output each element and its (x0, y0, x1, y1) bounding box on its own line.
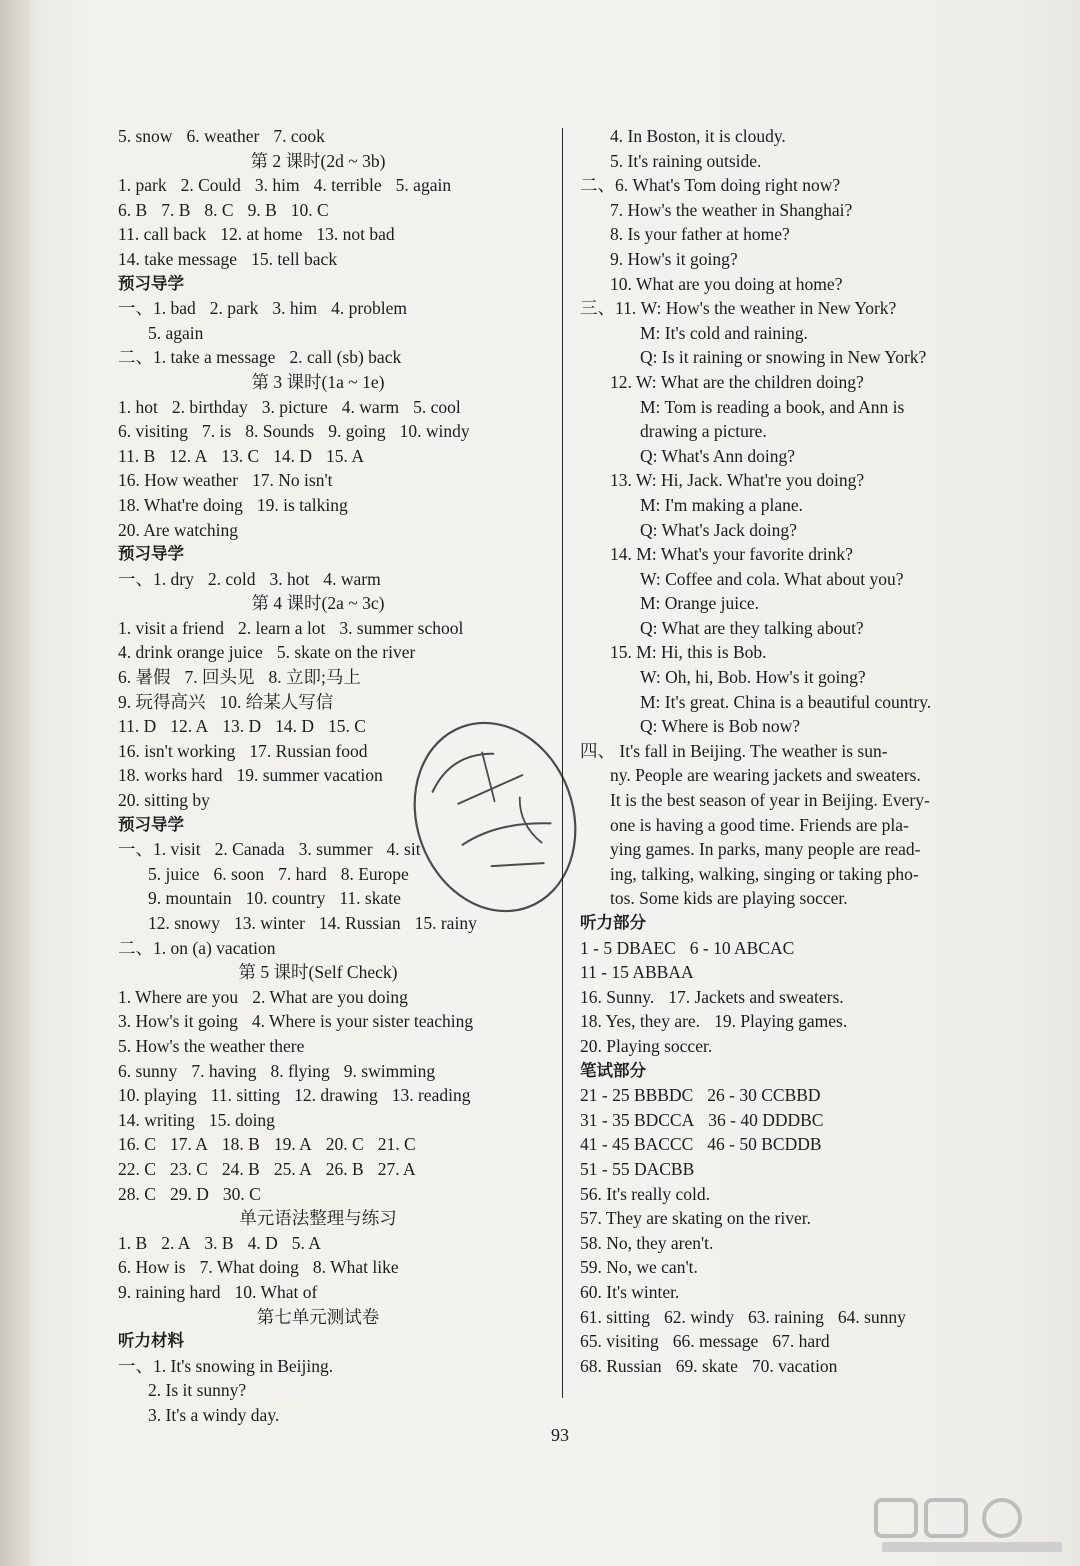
answer-item: 12. A (170, 716, 209, 737)
answer-line (118, 1157, 548, 1182)
answer-item: 3. summer school (339, 617, 464, 638)
answer-line (580, 936, 1010, 961)
answer-item: 17. Russian food (249, 740, 368, 761)
answer-line (118, 1280, 548, 1305)
answer-item: 1. visit a friend (118, 617, 224, 638)
answer-item: 13. C (221, 445, 260, 466)
answer-line (118, 1009, 548, 1034)
answer-line (118, 985, 548, 1010)
answer-item: 14. M: What's your favorite drink? (610, 544, 853, 565)
answer-item: 3. summer (298, 839, 373, 860)
answer-item: 6. How is (118, 1257, 186, 1278)
answer-item: 7. What doing (199, 1257, 299, 1278)
answer-item: 27. A (377, 1158, 416, 1179)
answer-item: 一、1. bad (118, 298, 196, 319)
answer-item: 5. cool (413, 396, 461, 417)
answer-item: 64. sunny (837, 1306, 906, 1327)
answer-line (580, 1009, 1010, 1034)
answer-item: W: Oh, hi, Bob. How's it going? (640, 667, 866, 688)
answer-item: 20. sitting by (118, 790, 210, 811)
answer-item: 5. It's raining outside. (610, 150, 762, 171)
answer-line (580, 272, 1010, 297)
answer-item: 5. again (395, 175, 452, 196)
section-title: 第 3 课时(1a ~ 1e) (251, 371, 385, 392)
answer-item: 22. C (118, 1158, 156, 1179)
answer-item: 17. No isn't (252, 470, 333, 491)
answer-item: 一、1. visit (118, 839, 201, 860)
answer-item: 13. winter (233, 913, 305, 933)
answer-line (580, 149, 1010, 174)
answer-item: 67. hard (772, 1331, 830, 1352)
answer-item: 三、11. W: How's the weather in New York? (580, 298, 897, 319)
answer-item: 28. C (118, 1183, 156, 1204)
answer-item: 11. call back (118, 224, 207, 245)
answer-line (118, 518, 548, 543)
answer-item: Q: What are they talking about? (640, 617, 864, 638)
answer-item: Q: Is it raining or snowing in New York? (640, 347, 927, 368)
answer-item: 10. What are you doing at home? (610, 273, 843, 294)
answer-line (580, 813, 1010, 838)
answer-item: 25. A (273, 1158, 312, 1179)
page-number: 93 (551, 1425, 569, 1445)
answer-item: 21. C (377, 1134, 416, 1155)
answer-line (118, 640, 548, 665)
answer-item: 1 - 5 DBAEC (580, 937, 676, 958)
answer-item: 5. A (291, 1232, 321, 1253)
answer-line (118, 345, 548, 370)
answer-item: 59. No, we can't. (580, 1257, 698, 1278)
answer-item: 69. skate (675, 1355, 738, 1376)
answer-item: 2. call (sb) back (289, 347, 402, 368)
section-heading: 预习导学 (118, 544, 184, 564)
answer-item: 3. How's it going (118, 1011, 238, 1032)
answer-line (118, 1403, 548, 1428)
answer-item: 62. windy (664, 1306, 735, 1327)
answer-item: 4. drink orange juice (118, 642, 263, 663)
answer-item: 1. B (118, 1232, 148, 1253)
answer-item: 6 - 10 ABCAC (689, 937, 795, 958)
answer-item: 16. C (118, 1134, 156, 1155)
answer-line (580, 1329, 1010, 1354)
answer-item: 8. What like (312, 1257, 399, 1278)
answer-item: 3. hot (269, 568, 310, 589)
answer-line (580, 591, 1010, 616)
answer-line (580, 222, 1010, 247)
answer-line (580, 1034, 1010, 1059)
answer-line (118, 124, 548, 149)
answer-item: 5. skate on the river (276, 642, 416, 663)
section-title: 第 4 课时(2a ~ 3c) (251, 593, 385, 614)
answer-item: 2. Could (180, 175, 241, 196)
answer-item: 9. mountain (148, 888, 232, 909)
answer-item: drawing a picture. (640, 421, 767, 442)
answer-item: 7. is (202, 421, 232, 442)
answer-line (580, 960, 1010, 985)
answer-line (118, 1354, 548, 1379)
answer-item: 11. D (118, 716, 157, 737)
answer-line (580, 886, 1010, 911)
section-heading: 听力材料 (118, 1331, 184, 1351)
section-title: 第 2 课时(2d ~ 3b) (250, 150, 386, 171)
answer-line (118, 198, 548, 223)
answer-item: 10. country (245, 888, 326, 909)
answer-item: 12. snowy (148, 913, 220, 933)
answer-item: 6. sunny (118, 1060, 178, 1081)
answer-item: 一、1. dry (118, 568, 194, 589)
answer-line (580, 345, 1010, 370)
answer-item: 6. visiting (118, 421, 189, 442)
answer-item: 9. swimming (343, 1060, 436, 1081)
answer-line (580, 395, 1010, 420)
answer-item: 57. They are skating on the river. (580, 1208, 812, 1229)
answer-item: 5. again (148, 322, 204, 343)
answer-line (580, 1231, 1010, 1256)
answer-item: 2. What are you doing (252, 986, 408, 1007)
answer-item: 10. 给某人写信 (219, 691, 334, 712)
answer-item: 10. windy (399, 421, 470, 442)
section-heading: 预习导学 (118, 273, 184, 293)
answer-item: 四、 It's fall in Beijing. The weather is sun- (580, 740, 888, 761)
answer-item: 14. D (273, 445, 313, 466)
answer-item: 1. Where are you (118, 986, 239, 1007)
answer-line (580, 1354, 1010, 1379)
answer-line (118, 1378, 548, 1403)
answer-line (580, 1255, 1010, 1280)
section-heading: 笔试部分 (580, 1060, 646, 1080)
answer-item: 14. writing (118, 1109, 195, 1130)
answer-item: 11. skate (339, 888, 401, 909)
answer-item: 15. C (327, 716, 366, 737)
answer-line (580, 444, 1010, 469)
answer-item: 63. raining (748, 1306, 824, 1327)
answer-line (118, 1132, 548, 1157)
answer-item: It is the best season of year in Beijing. Every- (610, 790, 930, 811)
answer-item: 4. terrible (313, 175, 382, 196)
answer-line (118, 296, 548, 321)
answer-item: 一、1. It's snowing in Beijing. (118, 1355, 334, 1376)
answer-item: 60. It's winter. (580, 1281, 680, 1302)
answer-item: 13. W: Hi, Jack. What're you doing? (610, 470, 865, 491)
answer-item: 2. park (209, 298, 259, 319)
answer-item: 7. 回头见 (184, 667, 255, 688)
answer-line (118, 419, 548, 444)
answer-item: one is having a good time. Friends are pla- (610, 814, 909, 835)
answer-item: 1. park (118, 175, 167, 196)
answer-item: 10. playing (118, 1085, 197, 1106)
answer-item: 26. B (325, 1158, 364, 1179)
answer-line (118, 1083, 548, 1108)
answer-item: 12. A (169, 445, 208, 466)
answer-item: 11. sitting (210, 1085, 281, 1106)
answer-item: 13. D (222, 716, 262, 737)
answer-item: 15. A (326, 445, 364, 466)
answer-line (580, 370, 1010, 395)
answer-item: 12. at home (220, 224, 303, 245)
answer-item: 16. isn't working (118, 740, 236, 761)
answer-item: 二、6. What's Tom doing right now? (580, 175, 841, 196)
answer-line (580, 665, 1010, 690)
answer-item: ying games. In parks, many people are read- (610, 839, 921, 860)
answer-line (118, 1255, 548, 1280)
answer-item: Q: What's Ann doing? (640, 445, 795, 466)
answer-item: 56. It's really cold. (580, 1183, 710, 1204)
answer-item: 3. picture (261, 396, 328, 417)
answer-line (580, 296, 1010, 321)
answer-item: 14. Russian (318, 913, 401, 933)
answer-item: 36 - 40 DDDBC (708, 1109, 824, 1130)
answer-item: 5. juice (148, 863, 200, 884)
answer-line (580, 788, 1010, 813)
answer-item: 7. cook (273, 126, 325, 146)
answer-line (118, 665, 548, 690)
answer-line (580, 640, 1010, 665)
answer-item: 3. him (272, 298, 318, 319)
answer-item: 5. How's the weather there (118, 1035, 305, 1056)
answer-line (580, 837, 1010, 862)
answer-line (580, 690, 1010, 715)
answer-line (580, 1132, 1010, 1157)
answer-item: 2. Canada (214, 839, 285, 860)
answer-item: 8. C (204, 199, 234, 220)
answer-item: 18. Yes, they are. (580, 1011, 701, 1032)
section-title: 第七单元测试卷 (256, 1306, 380, 1327)
answer-line (580, 173, 1010, 198)
answer-item: 4. sit (386, 839, 421, 860)
answer-item: 20. Playing soccer. (580, 1035, 713, 1056)
answer-item: 7. How's the weather in Shanghai? (610, 199, 853, 220)
answer-line (580, 985, 1010, 1010)
answer-item: 41 - 45 BACCC (580, 1134, 694, 1155)
answer-line (580, 1206, 1010, 1231)
answer-item: 4. Where is your sister teaching (251, 1011, 474, 1032)
answer-item: 7. having (191, 1060, 257, 1081)
answer-item: 4. problem (331, 298, 407, 319)
answer-line (580, 198, 1010, 223)
answer-item: 2. learn a lot (237, 617, 326, 638)
answer-item: 46 - 50 BCDDB (707, 1134, 822, 1155)
answer-item: 15. M: Hi, this is Bob. (610, 642, 767, 663)
answer-item: 9. B (247, 199, 277, 220)
answer-item: 19. A (273, 1134, 312, 1155)
answer-item: 5. snow (118, 126, 173, 146)
answer-item: 9. How's it going? (610, 248, 738, 269)
answer-item: 3. him (254, 175, 300, 196)
answer-line (580, 1083, 1010, 1108)
answer-item: 16. Sunny. (580, 986, 655, 1007)
answer-line (580, 1108, 1010, 1133)
section-heading: 听力部分 (580, 913, 646, 932)
answer-item: 8. Europe (340, 863, 409, 884)
answer-item: 15. rainy (414, 913, 477, 933)
answer-line (118, 468, 548, 493)
section-title: 单元语法整理与练习 (239, 1208, 397, 1229)
answer-item: 2. Is it sunny? (148, 1380, 247, 1401)
answer-line (580, 714, 1010, 739)
answer-item: 12. W: What are the children doing? (610, 371, 864, 392)
answer-item: 51 - 55 DACBB (580, 1158, 695, 1179)
answer-item: 1. hot (118, 396, 158, 417)
answer-line (580, 616, 1010, 641)
answer-item: 23. C (169, 1158, 208, 1179)
answer-item: 10. What of (234, 1281, 318, 1302)
answer-item: 18. B (221, 1134, 260, 1155)
answer-item: ing, talking, walking, singing or taking pho- (610, 863, 919, 884)
answer-line (118, 493, 548, 518)
answer-item: 3. B (204, 1232, 234, 1253)
book-spine-shadow (0, 0, 30, 1566)
answer-item: 19. is talking (256, 494, 348, 515)
answer-item: 8. Sounds (245, 421, 315, 442)
answer-line (580, 739, 1010, 764)
answer-item: 7. hard (278, 863, 327, 884)
answer-line (118, 222, 548, 247)
answer-item: 16. How weather (118, 470, 239, 491)
answer-line (580, 124, 1010, 149)
answer-item: 18. works hard (118, 765, 223, 786)
answer-item: 65. visiting (580, 1331, 659, 1352)
answer-item: 13. reading (391, 1085, 471, 1106)
answer-item: 20. Are watching (118, 519, 239, 540)
answer-item: 4. warm (341, 396, 400, 417)
answer-line (580, 518, 1010, 543)
answer-line (580, 1182, 1010, 1207)
answer-item: 17. A (169, 1134, 208, 1155)
answer-item: ny. People are wearing jackets and sweaters. (610, 765, 921, 786)
answer-item: 14. D (275, 716, 314, 737)
answer-item: tos. Some kids are playing soccer. (610, 888, 848, 909)
answer-line (580, 247, 1010, 272)
answer-item: 26 - 30 CCBBD (707, 1085, 821, 1106)
answer-item: 8. flying (270, 1060, 330, 1081)
answer-item: M: It's cold and raining. (640, 322, 808, 343)
section-title: 第 5 课时(Self Check) (238, 962, 398, 983)
answer-item: 12. drawing (294, 1085, 378, 1106)
answer-item: 8. 立即;马上 (268, 667, 361, 688)
answer-item: 4. warm (323, 568, 381, 589)
answer-item: 9. raining hard (118, 1281, 221, 1302)
answer-line (580, 862, 1010, 887)
answer-line (580, 567, 1010, 592)
answer-line (580, 468, 1010, 493)
answer-line (580, 321, 1010, 346)
section-heading: 预习导学 (118, 814, 184, 834)
answer-item: 29. D (169, 1183, 209, 1204)
answer-line (580, 763, 1010, 788)
answer-item: M: Tom is reading a book, and Ann is (640, 396, 905, 417)
answer-line (580, 1280, 1010, 1305)
answer-line (118, 395, 548, 420)
answer-item: 二、1. take a message (118, 347, 276, 368)
answer-line (118, 1182, 548, 1207)
answer-item: 17. Jackets and sweaters. (668, 986, 844, 1007)
answer-item: 2. cold (207, 568, 256, 589)
answer-item: 6. weather (186, 126, 260, 146)
answer-line (118, 936, 548, 961)
answer-line (580, 1157, 1010, 1182)
answer-item: 31 - 35 BDCCA (580, 1109, 695, 1130)
answer-item: 3. It's a windy day. (148, 1404, 280, 1425)
watermark-logo-icon (872, 1498, 1072, 1558)
answer-item: 61. sitting (580, 1306, 651, 1327)
answer-line (118, 1059, 548, 1084)
answer-item: 6. 暑假 (118, 667, 171, 688)
answer-item: 13. not bad (316, 224, 395, 245)
answer-line (118, 321, 548, 346)
answer-item: Q: Where is Bob now? (640, 716, 801, 737)
answer-line (118, 444, 548, 469)
answer-line (118, 1231, 548, 1256)
answer-item: Q: What's Jack doing? (640, 519, 797, 540)
right-column (580, 124, 1010, 1378)
answer-item: 19. Playing games. (714, 1011, 848, 1032)
answer-item: 9. going (328, 421, 386, 442)
answer-item: 2. birthday (171, 396, 248, 417)
answer-item: M: I'm making a plane. (640, 494, 804, 515)
answer-item: 10. C (290, 199, 329, 220)
answer-item: 2. A (161, 1232, 191, 1253)
answer-line (118, 1108, 548, 1133)
answer-item: 14. take message (118, 248, 238, 269)
answer-item: 15. tell back (251, 248, 338, 269)
answer-item: 18. What're doing (118, 494, 243, 515)
answer-item: 11 - 15 ABBAA (580, 962, 694, 983)
answer-item: 66. message (672, 1331, 759, 1352)
answer-line (118, 1034, 548, 1059)
answer-item: M: Orange juice. (640, 593, 760, 614)
answer-item: W: Coffee and cola. What about you? (640, 568, 904, 589)
answer-item: 20. C (325, 1134, 364, 1155)
answer-item: M: It's great. China is a beautiful country. (640, 691, 932, 712)
answer-line (580, 493, 1010, 518)
answer-item: 9. 玩得高兴 (118, 691, 206, 712)
answer-item: 68. Russian (580, 1355, 662, 1376)
answer-item: 15. doing (208, 1109, 275, 1130)
answer-item: 二、1. on (a) vacation (118, 937, 276, 958)
answer-item: 24. B (221, 1158, 260, 1179)
answer-item: 7. B (161, 199, 191, 220)
answer-line (118, 247, 548, 272)
answer-item: 6. B (118, 199, 148, 220)
answer-line (580, 1305, 1010, 1330)
answer-item: 58. No, they aren't. (580, 1232, 714, 1253)
answer-item: 4. D (247, 1232, 278, 1253)
answer-line (580, 419, 1010, 444)
answer-item: 21 - 25 BBBDC (580, 1085, 694, 1106)
answer-item: 19. summer vacation (236, 765, 383, 786)
answer-item: 11. B (118, 445, 156, 466)
answer-line (580, 542, 1010, 567)
answer-line (118, 567, 548, 592)
answer-item: 30. C (222, 1183, 261, 1204)
answer-item: 8. Is your father at home? (610, 224, 790, 245)
answer-item: 70. vacation (751, 1355, 838, 1376)
answer-line (118, 173, 548, 198)
answer-item: 4. In Boston, it is cloudy. (610, 126, 786, 146)
answer-line (118, 616, 548, 641)
answer-item: 6. soon (213, 863, 265, 884)
